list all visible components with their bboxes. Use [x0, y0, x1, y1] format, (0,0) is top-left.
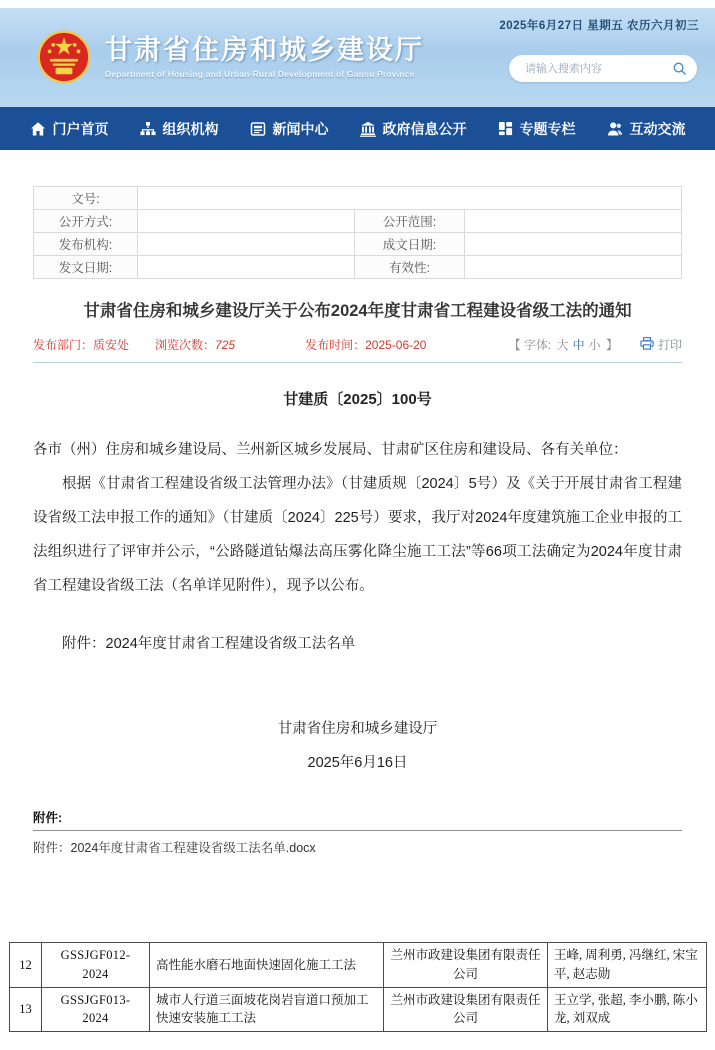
- grid-icon: [498, 121, 513, 136]
- main-navbar: [0, 107, 715, 150]
- meta-value: [138, 256, 355, 279]
- view-count: 浏览次数：725: [155, 338, 236, 353]
- nav-item-news[interactable]: [250, 119, 329, 139]
- meta-label: 发布机构:: [34, 233, 138, 256]
- gov-bank-icon: [360, 121, 376, 137]
- cell-people: 王立学, 张超, 李小鹏, 陈小龙, 刘双成: [548, 987, 707, 1032]
- divider: [33, 830, 682, 831]
- meta-label: 发文日期:: [34, 256, 138, 279]
- site-subtitle: Department of Housing and Urban-Rural Development of Gansu Province: [105, 68, 415, 79]
- font-large-button[interactable]: 大: [556, 338, 569, 353]
- home-icon: [30, 121, 46, 137]
- method-list-table: [9, 942, 707, 1032]
- nav-item-gov-info[interactable]: [360, 119, 467, 139]
- article-meta-bar: [33, 336, 682, 353]
- meta-label: 文号:: [34, 187, 138, 210]
- attachments-heading: 附件:: [33, 811, 63, 826]
- search-icon[interactable]: [672, 61, 687, 76]
- page-title: 甘肃省住房和城乡建设厅关于公布2024年度甘肃省工程建设省级工法的通知: [83, 302, 632, 320]
- meta-value: [465, 233, 682, 256]
- cell-row-number: 13: [10, 987, 42, 1032]
- nav-item-label: 专题专栏: [519, 120, 576, 137]
- printer-icon: [640, 337, 654, 353]
- nav-item-home[interactable]: [30, 119, 109, 139]
- people-icon: [607, 121, 623, 137]
- sign-date: 2025年6月16日: [307, 754, 408, 771]
- font-small-button[interactable]: 小: [588, 338, 601, 353]
- nav-item-interaction[interactable]: [607, 119, 686, 139]
- meta-value: [138, 233, 355, 256]
- font-medium-button[interactable]: 中: [572, 338, 585, 353]
- table-row: [34, 210, 682, 233]
- meta-value: [465, 210, 682, 233]
- cell-method-name: 城市人行道三面坡花岗岩盲道口预加工快速安装施工工法: [150, 987, 384, 1032]
- search-input[interactable]: [523, 62, 672, 76]
- cell-method-name: 高性能水磨石地面快速固化施工工法: [150, 943, 384, 988]
- table-row: [34, 187, 682, 210]
- nav-item-special-columns[interactable]: [498, 119, 576, 139]
- meta-value: [465, 256, 682, 279]
- cell-company: 兰州市政建设集团有限责任公司: [384, 987, 548, 1032]
- nav-item-label: 新闻中心: [272, 120, 329, 137]
- signer-name: 甘肃省住房和城乡建设厅: [277, 721, 438, 738]
- nav-item-label: 组织机构: [162, 120, 219, 137]
- meta-label: 公开方式:: [34, 210, 138, 233]
- signature-block: [33, 713, 682, 780]
- print-button[interactable]: 打印: [640, 336, 682, 353]
- meta-value: [138, 210, 355, 233]
- top-strip: [0, 0, 715, 8]
- attachment-file-link[interactable]: 附件：2024年度甘肃省工程建设省级工法名单.docx: [33, 841, 316, 856]
- table-row: [10, 943, 707, 988]
- cell-row-number: 12: [10, 943, 42, 988]
- divider: [33, 362, 682, 363]
- cell-method-code: GSSJGF012-2024: [42, 943, 150, 988]
- cell-people: 王峰, 周利勇, 冯继红, 宋宝平, 赵志勋: [548, 943, 707, 988]
- font-size-control: 【 字体: 大 中 小 】: [508, 338, 618, 353]
- article-body: [33, 433, 682, 661]
- publish-dept: 发布部门：质安处: [33, 338, 130, 353]
- nav-item-label: 互动交流: [629, 120, 686, 137]
- body-paragraph: 各市（州）住房和城乡建设局、兰州新区城乡发展局、甘肃矿区住房和建设局、各有关单位：: [33, 442, 628, 459]
- news-icon: [250, 121, 266, 137]
- table-row: [10, 987, 707, 1032]
- article-content: [0, 186, 715, 856]
- table-row: [34, 256, 682, 279]
- nav-item-label: 门户首页: [52, 120, 109, 137]
- meta-label: 成文日期:: [355, 233, 465, 256]
- nav-item-label: 政府信息公开: [382, 120, 467, 137]
- national-emblem-logo: [36, 29, 92, 85]
- publish-time: 发布时间：2025-06-20: [305, 338, 427, 353]
- meta-label: 有效性:: [355, 256, 465, 279]
- site-title: 甘肃省住房和城乡建设厅: [105, 35, 424, 66]
- meta-label: 公开范围:: [355, 210, 465, 233]
- search-box[interactable]: [509, 55, 697, 82]
- cell-company: 兰州市政建设集团有限责任公司: [384, 943, 548, 988]
- cell-method-code: GSSJGF013-2024: [42, 987, 150, 1032]
- table-row: [34, 233, 682, 256]
- sitemap-icon: [140, 121, 156, 137]
- attachments-section: [33, 808, 682, 856]
- nav-item-organization[interactable]: [140, 119, 219, 139]
- document-meta-table: [33, 186, 682, 279]
- doc-number: 甘建质〔2025〕100号: [283, 391, 432, 409]
- body-paragraph: 附件：2024年度甘肃省工程建设省级工法名单: [62, 636, 356, 653]
- meta-value: [138, 187, 682, 210]
- body-paragraph: 根据《甘肃省工程建设省级工法管理办法》（甘建质规〔2024〕5号）及《关于开展甘肃省工程建设省级工法申报工作的通知》（甘建质〔2024〕225号）要求，我厅对2024年度建筑施工企业申报的工法组织进行了评审并公示，“公路隧道钻爆法高压雾化降尘施工工法”等66项工法确定为2024年度甘肃省工程建设省级工法（名单详见附件），现予以公布。: [33, 476, 682, 595]
- site-banner: [0, 8, 715, 107]
- banner-date: 2025年6月27日 星期五 农历六月初三: [499, 20, 699, 32]
